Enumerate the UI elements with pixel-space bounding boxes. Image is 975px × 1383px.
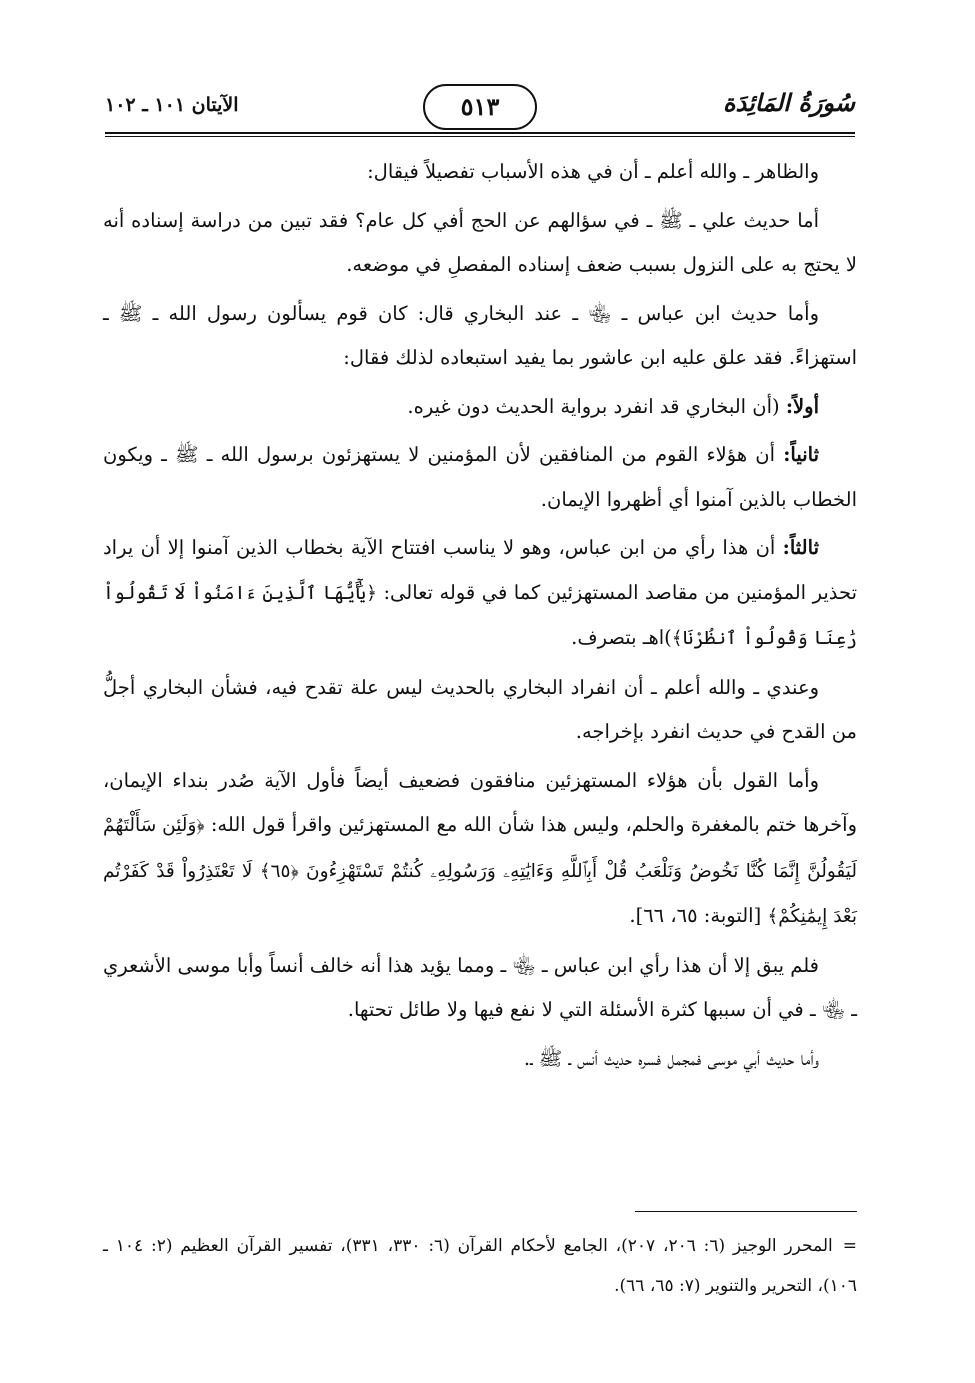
- paragraph-10: وأما حديث أبي موسى فمجمل فسره حديث أنس ـ ﷺ ـ.: [523, 1046, 819, 1070]
- quran-verse-1: ﴿يَٰٓأَيُّهَا ٱلَّذِينَ ءَامَنُواْ لَا تَقُولُواْ رَٰعِنَا وَقُولُواْ ٱنظُرْنَا﴾: [103, 582, 857, 649]
- paragraph-1: والظاهر ـ والله أعلم ـ أن في هذه الأسباب تفصيلاً فيقال:: [367, 160, 819, 183]
- page-number: ٥١٣: [423, 84, 537, 130]
- point-three-label: ثالثاً:: [782, 536, 819, 559]
- paragraph-5: [103, 433, 857, 522]
- page-header: [105, 88, 855, 134]
- main-text: [103, 150, 857, 1085]
- footnote-text: المحرر الوجيز (٦: ٢٠٦، ٢٠٧)، الجامع لأحكام القرآن (٦: ٣٣٠، ٣٣١)، تفسير القرآن العظيم (٢: ١٠٤ ـ ١٠٦)، التحرير والتنوير (٧: ٦٥، ٦٦).: [103, 1236, 857, 1296]
- point-two-text: أن هؤلاء القوم من المنافقين لأن المؤمنين لا يستهزئون برسول الله ـ ﷺ ـ ويكون الخطاب بالذين آمنوا أي أظهروا الإيمان.: [103, 443, 857, 511]
- paragraph-2: أما حديث علي ـ ﷺ ـ في سؤالهم عن الحج أفي كل عام؟ فقد تبين من دراسة إسناده أنه لا يحتج به على النزول بسبب ضعف إسناده المفصلِ في موضعه.: [103, 208, 857, 276]
- footnote: [103, 1226, 857, 1306]
- quran-verse-2: ﴿وَلَئِن سَأَلْتَهُمْ لَيَقُولُنَّ إِنَّمَا كُنَّا نَخُوضُ وَنَلْعَبُ قُلْ أَبِٱللَّهِ وَءَايَٰتِهِۦ وَرَسُولِهِۦ كُنتُمْ تَسْتَهْزِءُونَ ﴿٦٥﴾ لَا تَعْتَذِرُواْ قَدْ كَفَرْتُم بَعْدَ إِيمَٰنِكُمْ﴾: [103, 815, 857, 927]
- header-rule-thin: [105, 136, 855, 137]
- header-rule: [105, 132, 855, 134]
- paragraph-8-text: وأما القول بأن هؤلاء المستهزئين منافقون فضعيف أيضاً فأول الآية صُدر بنداء الإيمان، وآخرها ختم بالمغفرة والحلم، وليس هذا شأن الله مع المستهزئين واقرأ قول الله:: [103, 768, 857, 836]
- point-three-end: )اهـ بتصرف.: [571, 626, 672, 649]
- point-one-label: أولاً:: [785, 394, 819, 418]
- point-two-label: ثانياً:: [783, 443, 820, 466]
- verse-range: الآيتان ١٠١ ـ ١٠٢: [105, 94, 239, 116]
- surah-title: سُورَةُ المَائِدَة: [722, 88, 855, 117]
- point-one-text: (أن البخاري قد انفرد برواية الحديث دون غيره.: [407, 394, 780, 418]
- footnote-rule: [635, 1211, 857, 1212]
- paragraph-7: وعندي ـ والله أعلم ـ أن انفراد البخاري بالحديث ليس علة تقدح فيه، فشأن البخاري أجلُّ من القدح في حديث انفرد بإخراجه.: [103, 675, 857, 743]
- paragraph-3: وأما حديث ابن عباس ـ ﵄ ـ عند البخاري قال: كان قوم يسألون رسول الله ـ ﷺ ـ استهزاءً. فقد علق عليه ابن عاشور بما يفيد استبعاده لذلك فقال:: [103, 301, 857, 369]
- paragraph-6: [103, 526, 857, 662]
- paragraph-9: فلم يبق إلا أن هذا رأي ابن عباس ـ ﵄ ـ ومما يؤيد هذا أنه خالف أنساً وأبا موسى الأشعري ـ ﵄ ـ في أن سببها كثرة الأسئلة التي لا نفع فيها ولا طائل تحتها.: [103, 953, 857, 1021]
- paragraph-4: [103, 385, 857, 430]
- footnote-marker: =: [842, 1236, 857, 1256]
- paragraph-8: [103, 759, 857, 940]
- quran-reference: [التوبة: ٦٥، ٦٦].: [629, 904, 762, 927]
- point-three-text: أن هذا رأي من ابن عباس، وهو لا يناسب افتتاح الآية بخطاب الذين آمنوا إلا أن يراد تحذير المؤمنين من مقاصد المستهزئين كما في قوله تعالى:: [103, 536, 858, 604]
